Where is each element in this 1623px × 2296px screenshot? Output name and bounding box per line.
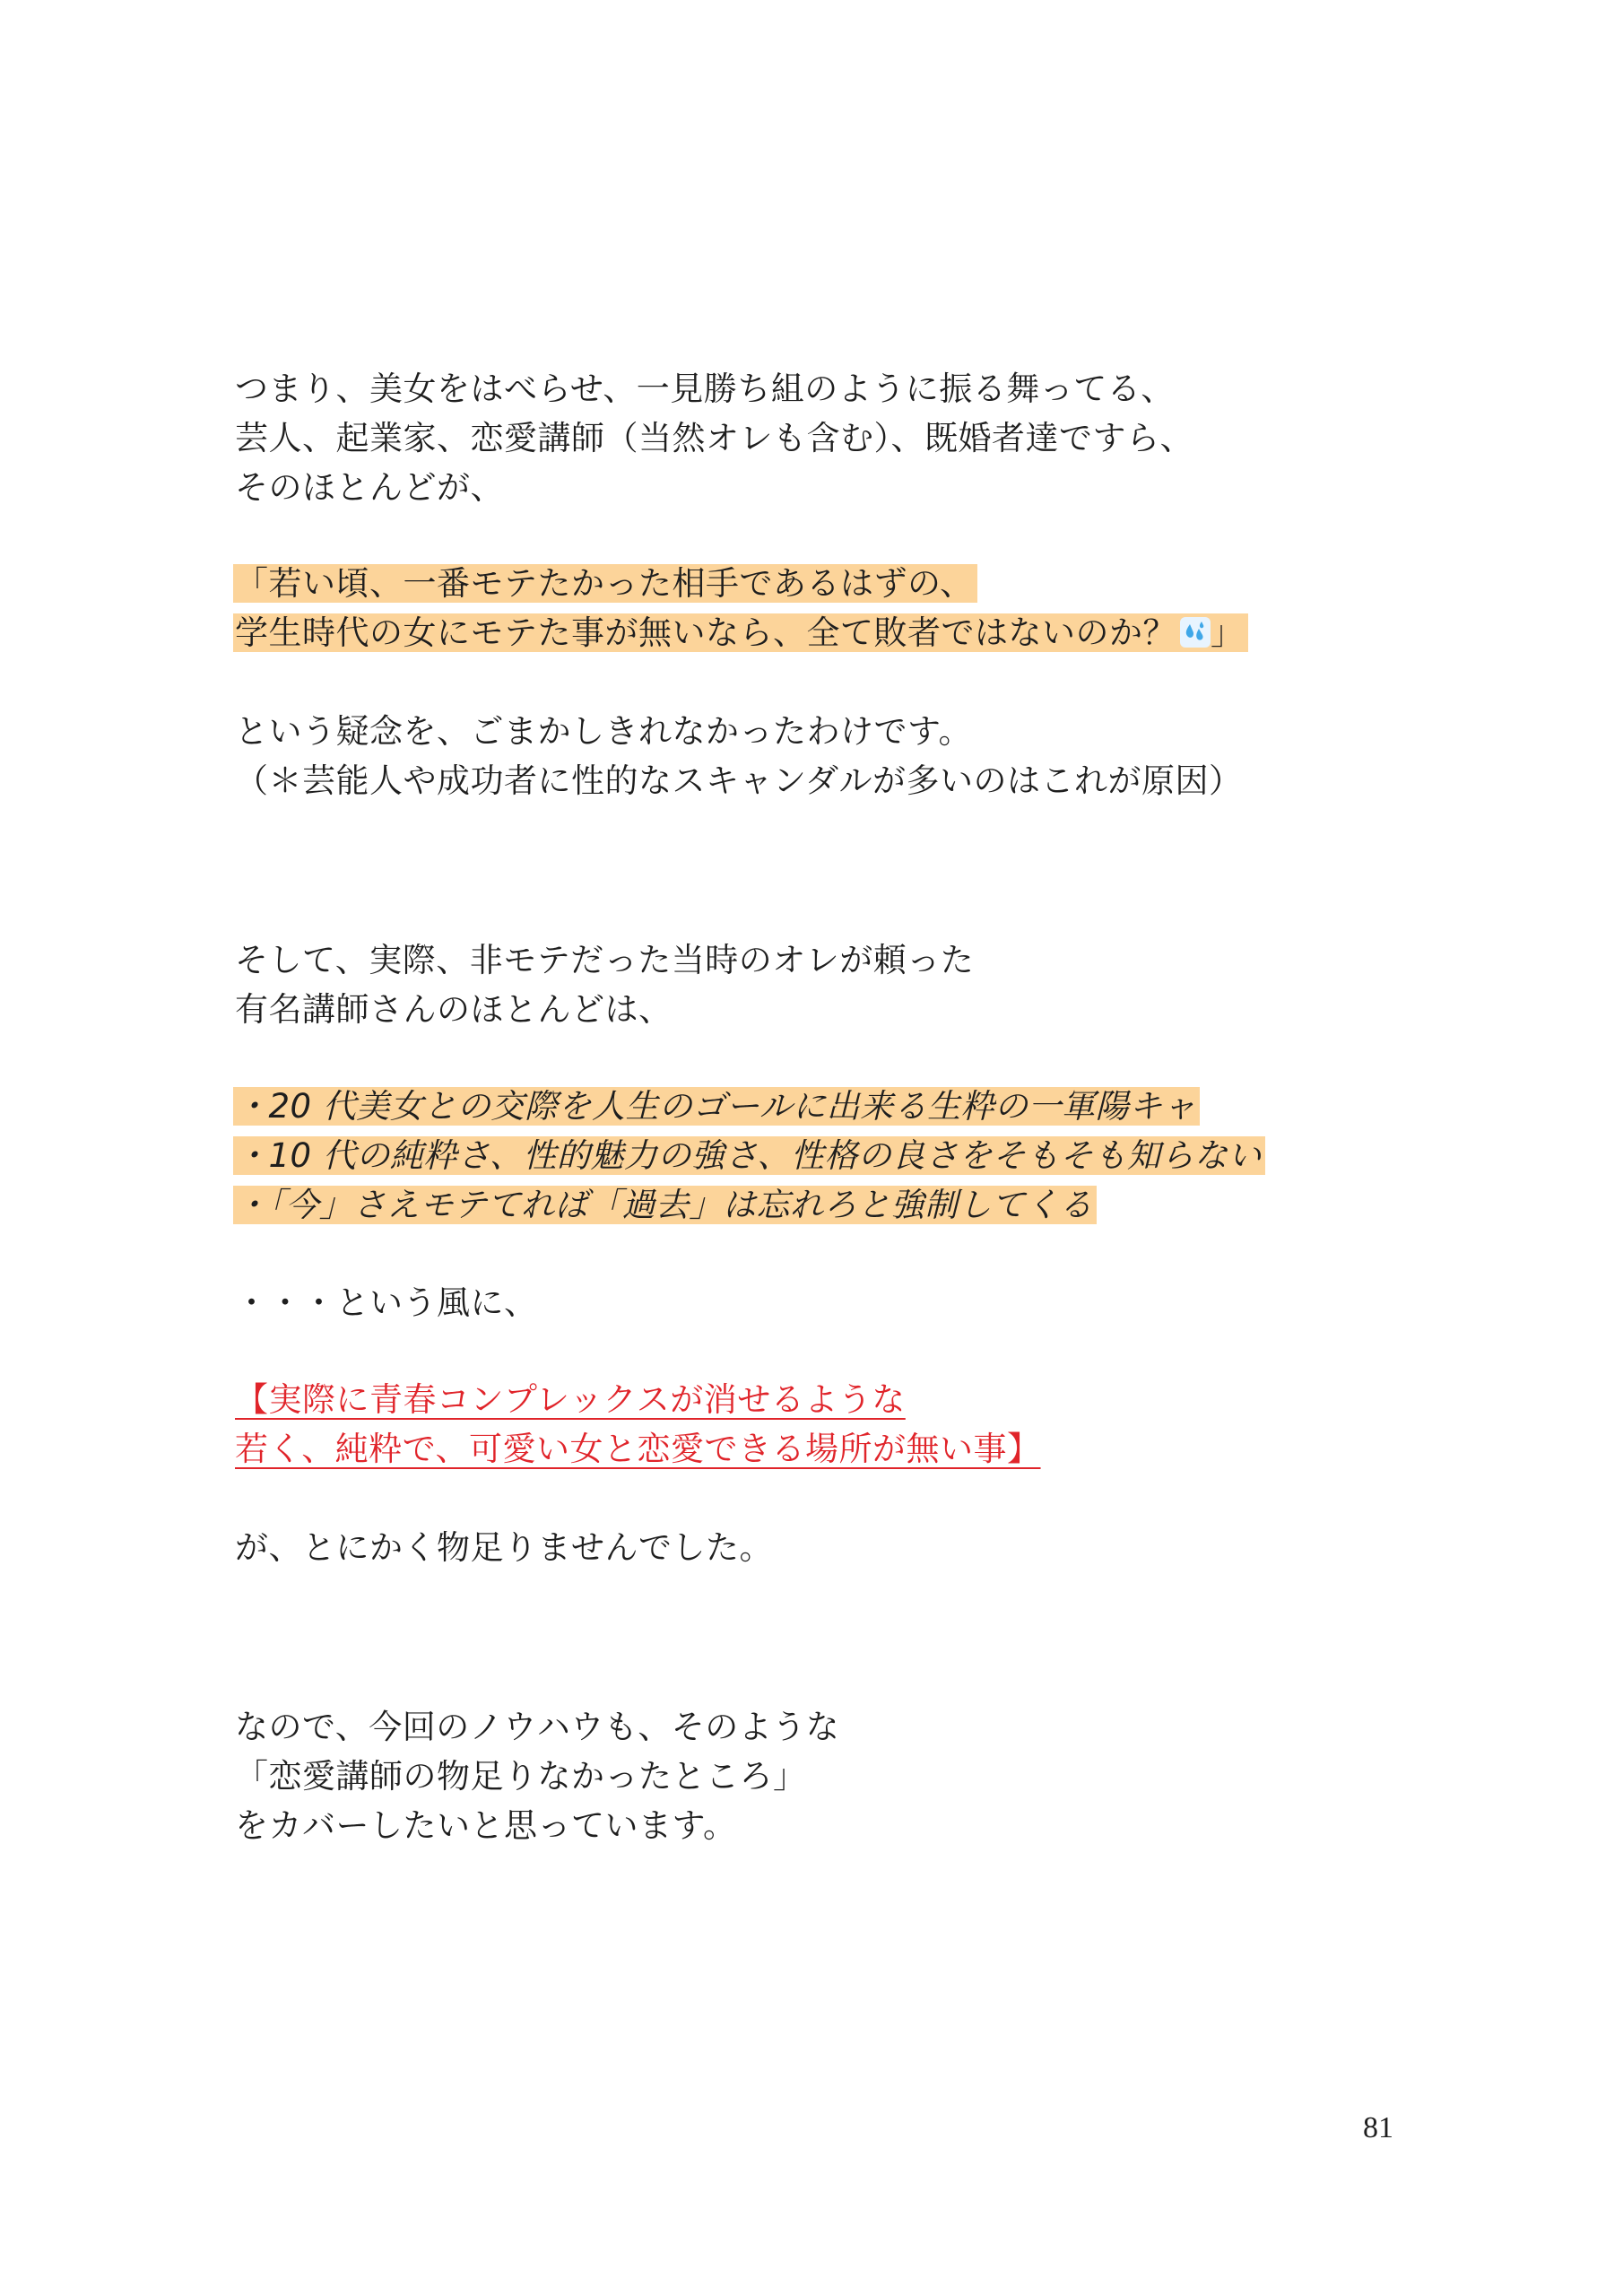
paragraph-6-line-2: 「恋愛講師の物足りなかったところ」 [235,1757,807,1796]
paragraph-4: ・・・という風に、 [235,1283,538,1322]
bullet-item-1 [235,1081,1200,1133]
bullet-item-3 [235,1179,1097,1231]
sweat-droplets-icon [1180,617,1211,648]
bullet-item-2 [235,1130,1265,1182]
paragraph-1-line-2: 芸人、起業家、恋愛講師（当然オレも含む）、既婚者達ですら、 [235,419,1193,457]
highlighted-text: ・10 代の純粋さ、性的魅力の強さ、性格の良さをそもそも知らない [233,1136,1265,1175]
highlighted-text-with-emoji [233,613,1248,652]
paragraph-3-line-2: 有名講師さんのほとんどは、 [235,990,673,1029]
highlighted-text: ・「今」さえモテてれば「過去」は忘れろと強制してくる [233,1186,1097,1224]
highlighted-text: 学生時代の女にモテた事が無いなら、全て敗者ではないのか？ [235,613,1176,652]
paragraph-1-line-3: そのほとんどが、 [235,468,504,507]
red-emphasis-line-1: 【実際に青春コンプレックスが消せるような [235,1380,906,1419]
highlighted-text: ・20 代美女との交際を人生のゴールに出来る生粋の一軍陽キャ [233,1087,1200,1126]
red-emphasis-line-2: 若く、純粋で、可愛い女と恋愛できる場所が無い事】 [235,1430,1041,1468]
paragraph-1-line-1: つまり、美女をはべらせ、一見勝ち組のように振る舞ってる、 [235,370,1175,408]
page-number: 81 [1363,2111,1393,2144]
highlighted-text: 「若い頃、一番モテたかった相手であるはずの、 [233,564,977,603]
highlight-quote-line-2 [235,607,1248,659]
paragraph-5: が、とにかく物足りませんでした。 [235,1528,773,1567]
highlight-quote-line-1 [235,558,977,610]
paragraph-2-line-1: という疑念を、ごまかしきれなかったわけです。 [235,712,973,751]
paragraph-3-line-1: そして、実際、非モテだった当時のオレが頼った [235,941,975,979]
paragraph-2-line-2: （＊芸能人や成功者に性的なスキャンダルが多いのはこれが原因） [235,761,1243,800]
closing-bracket: 」 [1211,613,1245,652]
paragraph-6-line-1: なので、今回のノウハウも、そのような [235,1708,840,1746]
paragraph-6-line-3: をカバーしたいと思っています。 [235,1806,737,1845]
